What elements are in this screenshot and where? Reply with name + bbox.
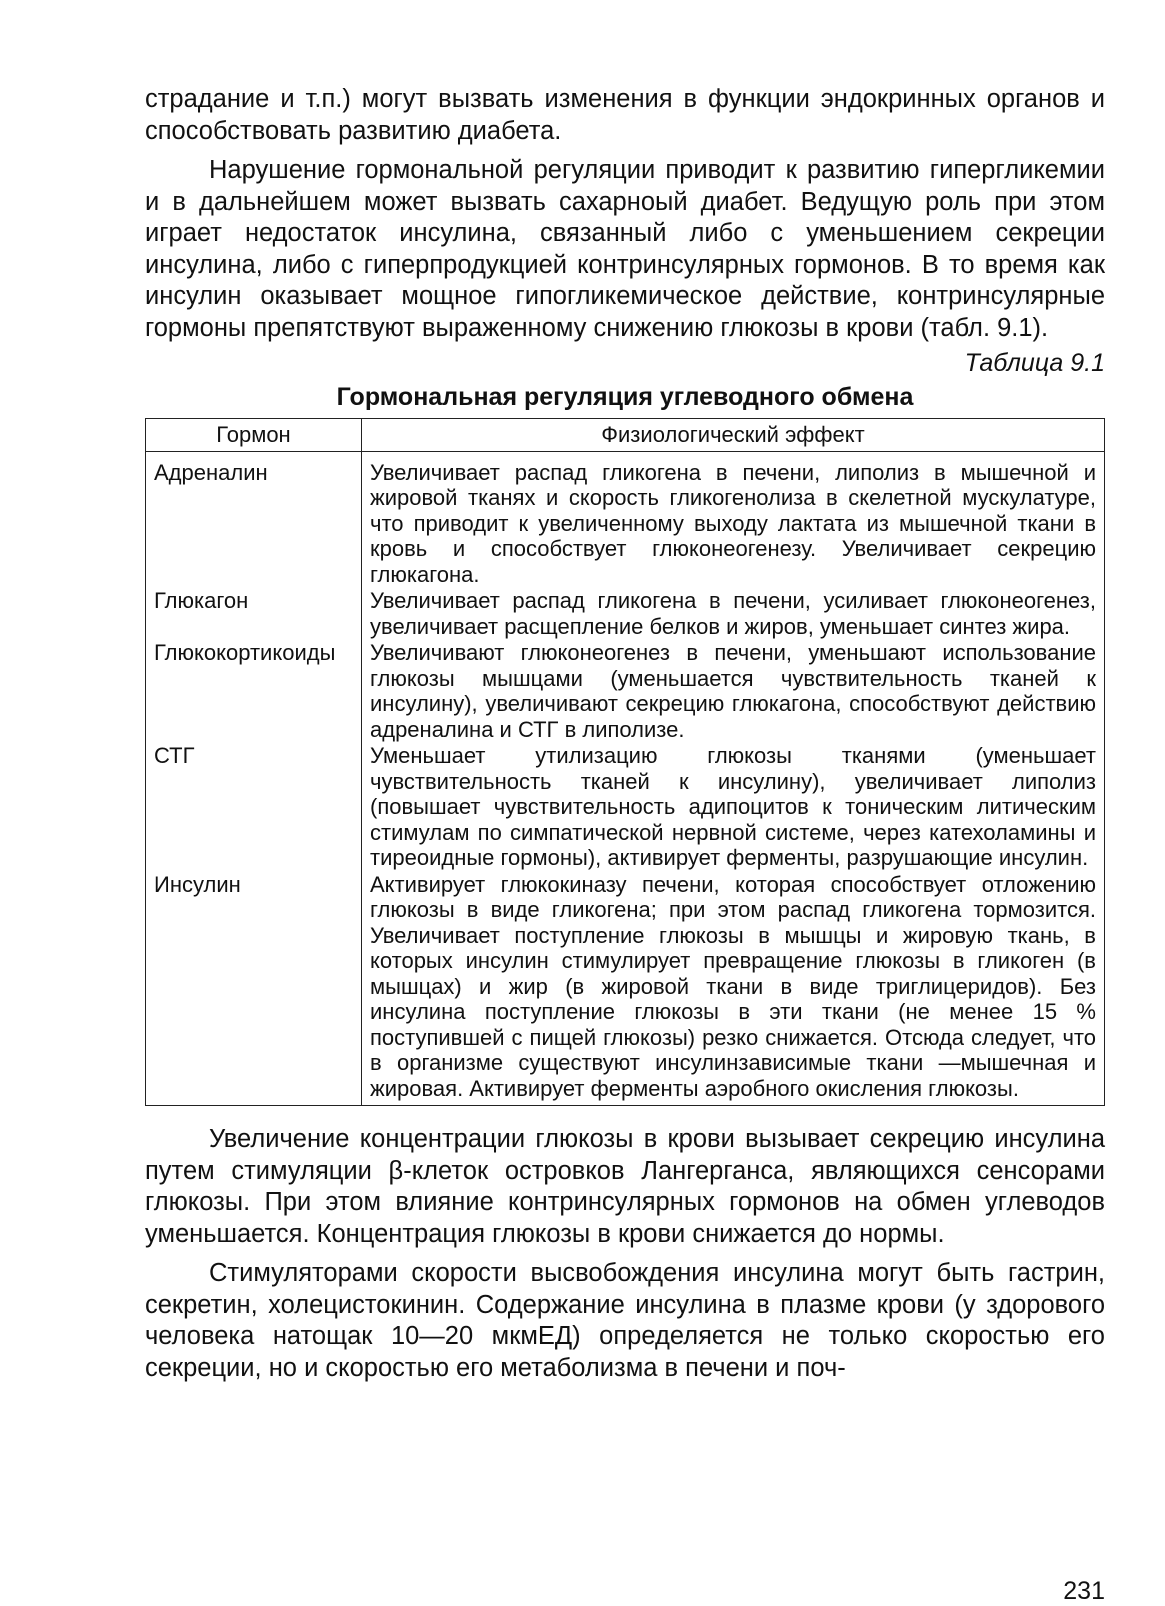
- hormone-effect: Уменьшает утилизацию глюкозы тканями (уменьшает чувствительность тканей к инсулину), увеличивает липолиз (повышает чувствительность адипоцитов к тоническим литическим стимулам по симпатической нервной системе, через катехоламины и тиреоидные гормоны), активирует ферменты, разрушающие инсулин.: [362, 743, 1105, 872]
- table-title: Гормональная регуляция углеводного обмена: [336, 383, 914, 411]
- table-header-row: [146, 419, 1105, 452]
- table-row: [146, 451, 1105, 588]
- hormone-name: Адреналин: [146, 451, 362, 588]
- hormone-table: [145, 418, 1105, 1106]
- table-row: [146, 640, 1105, 743]
- hormone-name: Глюкокортикоиды: [146, 640, 362, 743]
- hormone-name: СТГ: [146, 743, 362, 872]
- paragraph-insulin-secretion: Увеличение концентрации глюкозы в крови вызывает секрецию инсулина путем стимуляции β-клеток островков Лангерганса, являющихся сенсорами глюкозы. При этом влияние контринсулярных гормонов на обмен углеводов уменьшается. Концентрация глюкозы в крови снижается до нормы.: [145, 1125, 1105, 1248]
- hormone-effect: Увеличивает распад гликогена в печени, усиливает глюконеогенез, увеличивает расщепление белков и жиров, уменьшает синтез жира.: [362, 588, 1105, 640]
- page-content: [145, 84, 1105, 1605]
- table-row: [146, 872, 1105, 1106]
- hormone-name: Инсулин: [146, 872, 362, 1106]
- hormone-effect: Увеличивает распад гликогена в печени, липолиз в мышечной и жировой тканях и скорость гликогенолиза в скелетной мускулатуре, что приводит к увеличенному выходу лактата из мышечной ткани в кровь и способствует глюконеогенезу. Увеличивает секрецию глюкагона.: [362, 451, 1105, 588]
- header-effect: Физиологический эффект: [362, 419, 1105, 452]
- table-row: [146, 588, 1105, 640]
- page-number: 231: [1063, 1577, 1105, 1605]
- paragraph-hormonal-regulation: Нарушение гормональной регуляции приводит к развитию гипергликемии и в дальнейшем может вызвать сахарноый диабет. Ведущую роль при этом играет недостаток инсулина, связанный либо с уменьшением секреции инсулина, либо с гиперпродукцией контринсулярных гормонов. В то время как инсулин оказывает мощное гипогликемическое действие, контринсулярные гормоны препятствуют выраженному снижению глюкозы в крови (табл. 9.1).: [145, 156, 1105, 342]
- hormone-effect: Увеличивают глюконеогенез в печени, уменьшают использование глюкозы мышцами (уменьшается чувствительность тканей к инсулину), увеличивают секрецию глюкагона, способствуют действию адреналина и СТГ в липолизе.: [362, 640, 1105, 743]
- header-hormone: Гормон: [146, 419, 362, 452]
- hormone-name: Глюкагон: [146, 588, 362, 640]
- paragraph-insulin-stimulators: Стимуляторами скорости высвобождения инсулина могут быть гастрин, секретин, холецистокинин. Содержание инсулина в плазме крови (у здорового человека натощак 10—20 мкмЕД) определяется не только скоростью его секреции, но и скоростью его метаболизма в печени и поч-: [145, 1259, 1105, 1382]
- paragraph-continued: страдание и т.п.) могут вызвать изменения в функции эндокринных органов и способствовать развитию диабета.: [145, 85, 1105, 145]
- table-row: [146, 743, 1105, 872]
- table-label: Таблица 9.1: [964, 349, 1105, 377]
- hormone-effect: Активирует глюкокиназу печени, которая способствует отложению глюкозы в виде гликогена; при этом распад гликогена тормозится. Увеличивает поступление глюкозы в мышцы и жировую ткань, в которых инсулин стимулирует превращение глюкозы в гликоген (в мышцах) и жир (в жировой ткани в виде триглицеридов). Без инсулина поступление глюкозы в эти ткани (не менее 15 % поступившей с пищей глюкозы) резко снижается. Отсюда следует, что в организме существуют инсулинзависимые ткани —мышечная и жировая. Активирует ферменты аэробного окисления глюкозы.: [362, 872, 1105, 1106]
